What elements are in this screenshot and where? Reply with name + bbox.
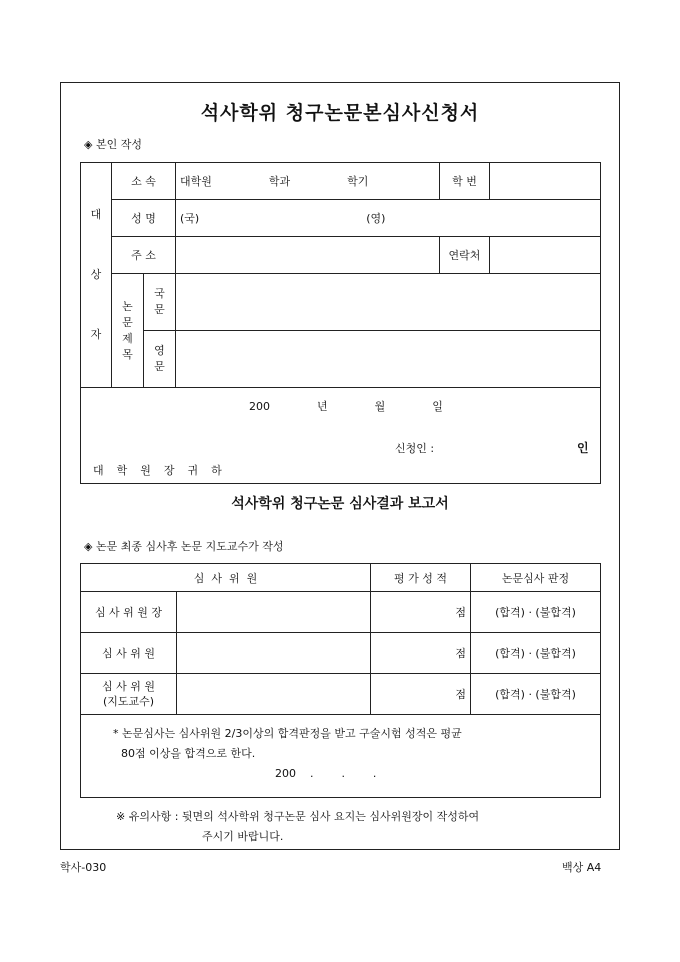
caution-line-1: ※ 유의사항 : 뒷면의 석사학위 청구논문 심사 요지는 심사위원장이 작성하여 bbox=[116, 810, 480, 823]
pass-criteria-note bbox=[81, 715, 601, 798]
thesis-en-label: 영 문 bbox=[144, 331, 176, 388]
thesis-kr-value[interactable] bbox=[176, 274, 601, 331]
recipient: 대 학 원 장 귀 하 bbox=[93, 464, 224, 477]
contact-value[interactable] bbox=[490, 237, 601, 274]
date-year-prefix: 200 bbox=[249, 400, 270, 413]
section-advisor-write: ◈ 논문 최종 심사후 논문 지도교수가 작성 bbox=[84, 540, 284, 553]
seal-mark: 인 bbox=[577, 441, 589, 455]
side-char-1: 대 bbox=[90, 208, 102, 221]
review-table bbox=[80, 563, 601, 798]
date-year: 년 bbox=[317, 400, 328, 413]
side-char-3: 자 bbox=[90, 328, 102, 341]
date-month: 월 bbox=[374, 400, 386, 413]
reviewer-name-member[interactable] bbox=[177, 633, 371, 674]
header-verdict: 논문심사 판정 bbox=[471, 564, 601, 592]
name-value[interactable] bbox=[176, 200, 601, 237]
affiliation-grad: 대학원 bbox=[180, 175, 212, 188]
reviewer-name-advisor[interactable] bbox=[177, 674, 371, 715]
name-kr: (국) bbox=[180, 212, 200, 225]
caution-line-2: 주시기 바랍니다. bbox=[202, 830, 284, 843]
thesis-title-label: 논 문 제 목 bbox=[112, 274, 144, 388]
address-label: 주 소 bbox=[112, 237, 176, 274]
affiliation-semester: 학기 bbox=[347, 175, 369, 188]
date-day: 일 bbox=[432, 400, 443, 413]
score-member[interactable]: 점 bbox=[371, 633, 471, 674]
student-no-label: 학 번 bbox=[440, 163, 490, 200]
score-advisor[interactable]: 점 bbox=[371, 674, 471, 715]
contact-label: 연락처 bbox=[440, 237, 490, 274]
section-self-write: ◈ 본인 작성 bbox=[84, 138, 142, 151]
affiliation-label: 소 속 bbox=[112, 163, 176, 200]
score-chair[interactable]: 점 bbox=[371, 592, 471, 633]
thesis-kr-label: 국 문 bbox=[144, 274, 176, 331]
reviewer-role-chair: 심 사 위 원 장 bbox=[81, 592, 177, 633]
affiliation-value[interactable] bbox=[176, 163, 440, 200]
affiliation-dept: 학과 bbox=[268, 175, 291, 188]
header-reviewer: 심 사 위 원 bbox=[81, 564, 371, 592]
form-title: 석사학위 청구논문본심사신청서 bbox=[200, 102, 480, 124]
date-line bbox=[249, 398, 443, 414]
student-no-value[interactable] bbox=[490, 163, 601, 200]
note-line-2: 80점 이상을 합격으로 한다. bbox=[121, 747, 256, 760]
applicant-table bbox=[80, 162, 601, 484]
applicant-sign-label: 신청인 : bbox=[395, 442, 435, 455]
note-line-1: * 논문심사는 심사위원 2/3이상의 합격판정을 받고 구술시험 성적은 평균 bbox=[113, 727, 462, 740]
name-label: 성 명 bbox=[112, 200, 176, 237]
target-side-label bbox=[81, 163, 112, 388]
header-score: 평 가 성 적 bbox=[371, 564, 471, 592]
report-title: 석사학위 청구논문 심사결과 보고서 bbox=[231, 496, 449, 512]
address-value[interactable] bbox=[176, 237, 440, 274]
form-code: 학사-030 bbox=[60, 861, 107, 874]
reviewer-role-advisor: 심 사 위 원 (지도교수) bbox=[81, 674, 177, 715]
reviewer-name-chair[interactable] bbox=[177, 592, 371, 633]
verdict-advisor[interactable]: (합격) · (불합격) bbox=[471, 674, 601, 715]
name-en: (영) bbox=[366, 212, 386, 225]
signature-block bbox=[81, 388, 601, 484]
verdict-member[interactable]: (합격) · (불합격) bbox=[471, 633, 601, 674]
thesis-en-value[interactable] bbox=[176, 331, 601, 388]
paper-size: 백상 A4 bbox=[562, 861, 602, 874]
verdict-chair[interactable]: (합격) · (불합격) bbox=[471, 592, 601, 633]
note-date: 200 . . . bbox=[275, 767, 377, 780]
side-char-2: 상 bbox=[90, 268, 102, 281]
reviewer-role-member: 심 사 위 원 bbox=[81, 633, 177, 674]
